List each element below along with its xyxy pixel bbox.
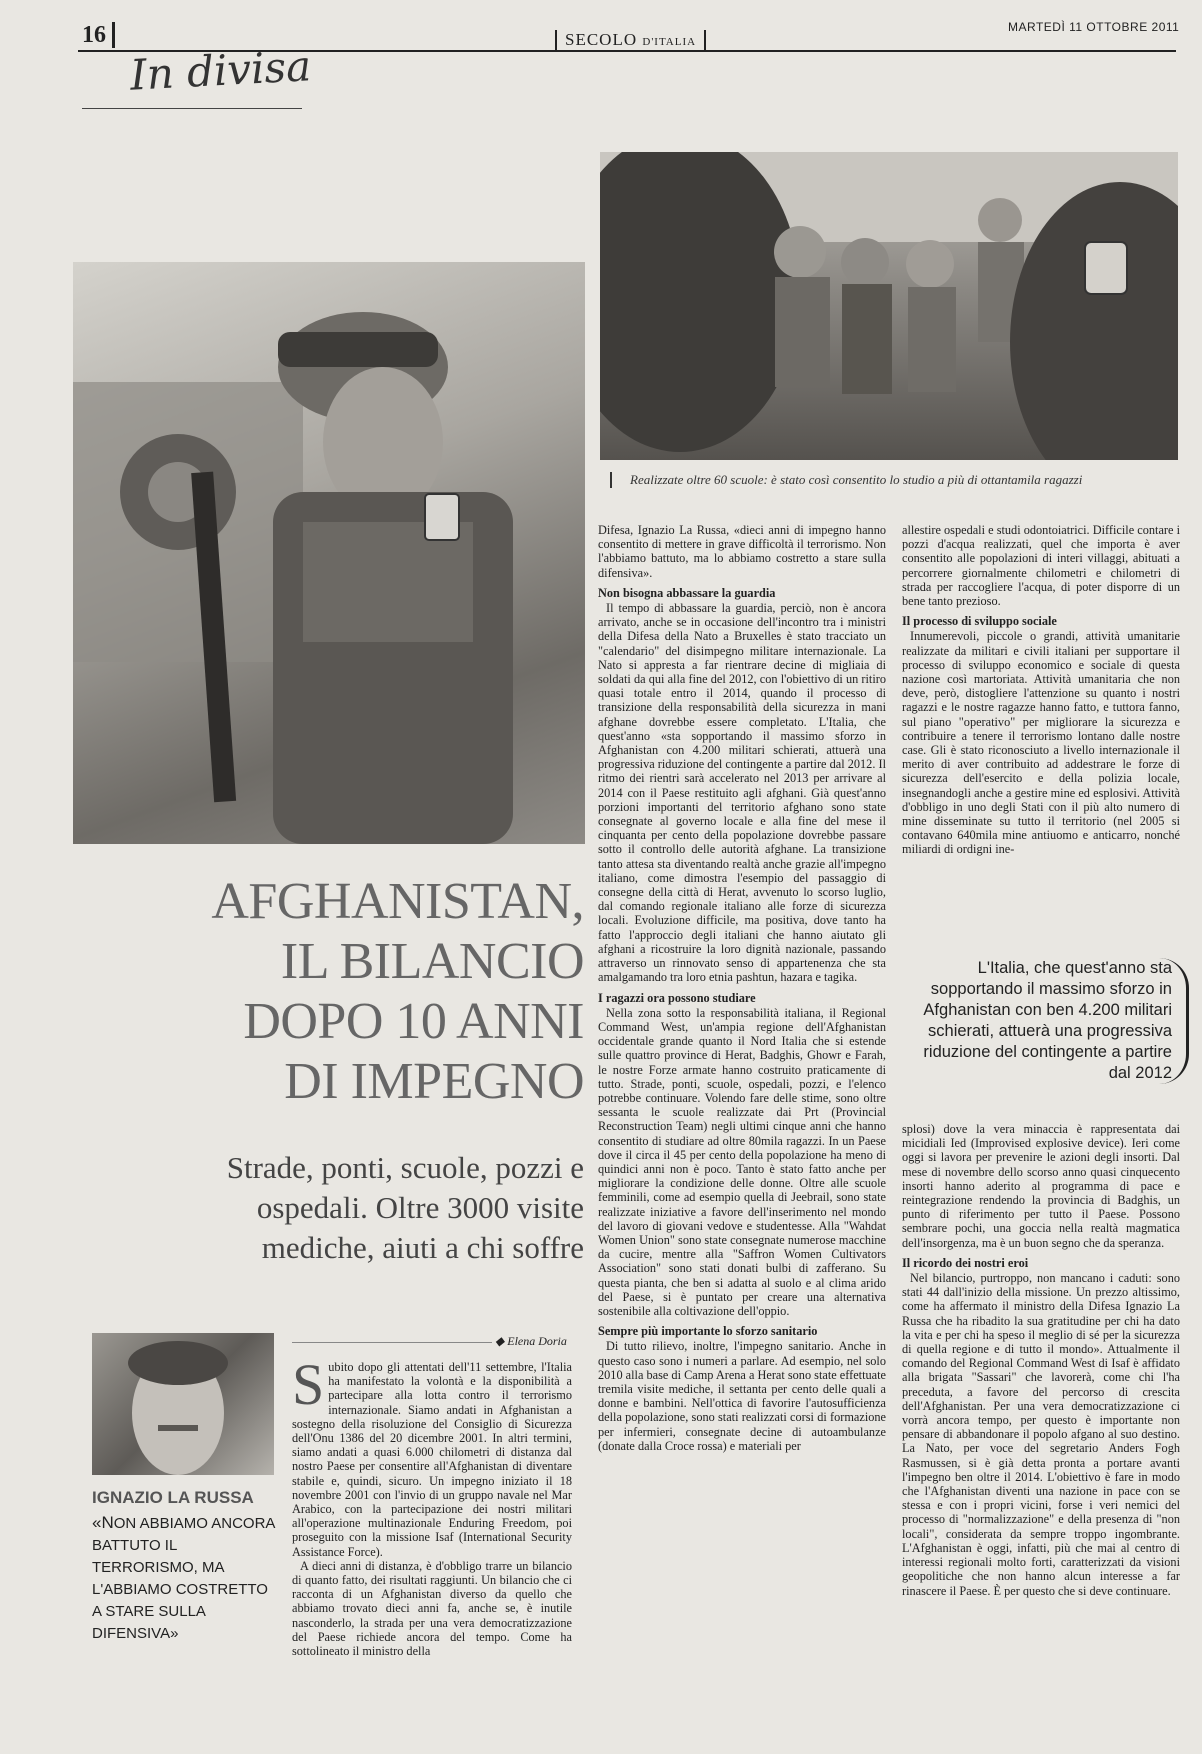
- pull-quote: L'Italia, che quest'anno sta sopportando il massimo sforzo in Afghanistan con ben 4.200 militari schierati, attuerà una progressiva riduzione del contingente a partire dal 2012: [900, 958, 1189, 1084]
- issue-date: MARTEDÌ 11 OTTOBRE 2011: [1008, 20, 1180, 34]
- paragraph: Di tutto rilievo, inoltre, l'impegno sanitario. Anche in questo caso sono i numeri a parlare. Ad esempio, nel solo 2010 alla base di Camp Arena a Herat sono state effettuate tremila visite mediche, il settanta per cento delle quali a donne e bambini. Nell'ottica di favorire l'autosufficienza della popolazione, sono stati realizzati corsi di formazione per infermieri, consegnate decine di autoambulanze (donate dalla Croce rossa) e materiali per: [598, 1339, 886, 1453]
- section-heading: Non bisogna abbassare la guardia: [598, 585, 776, 600]
- headline-line: IL BILANCIO: [280, 933, 584, 990]
- article-column-2: [598, 523, 886, 1453]
- sidebar-quote: [92, 1488, 278, 1645]
- headline-line: DOPO 10 ANNI: [243, 993, 584, 1050]
- paragraph: allestire ospedali e studi odontoiatrici. Difficile contare i pozzi d'acqua realizzati, quel che importa è aver consentito alle popolazioni di interi villaggi, abituati a percorrere giornalmente chilometri e chilometri di strada per raccogliere l'acqua, di poter disporre di un bene tanto prezioso.: [902, 523, 1180, 609]
- paragraph: A dieci anni di distanza, è d'obbligo trarre un bilancio di quanto fatto, dei risultati raggiunti. Un bilancio che ci racconta di un Afghanistan diverso da quello che abbiamo trovato dieci anni fa, anche se, è inutile nasconderlo, la strada per una vera democratizzazione del Paese richiede ancora del tempo. Come ha sottolineato il ministro della: [292, 1558, 572, 1659]
- paragraph: Difesa, Ignazio La Russa, «dieci anni di impegno hanno consentito di mettere in grave difficoltà il terrorismo. Non l'abbiamo battuto, ma lo abbiamo costretto a stare sulla difensiva».: [598, 523, 886, 580]
- paper-suffix: D'ITALIA: [642, 36, 697, 48]
- quoted-person-name: IGNAZIO LA RUSSA: [92, 1488, 254, 1507]
- byline: ◆ Elena Doria: [495, 1334, 567, 1348]
- page-number: 16: [82, 22, 115, 48]
- article-subheadline: Strade, ponti, scuole, pozzi e ospedali. Oltre 3000 visite mediche, aiuti a chi soffre: [226, 1150, 584, 1265]
- paragraph: Nella zona sotto la responsabilità italiana, il Regional Command West, un'ampia regione dell'Afghanistan occidentale grande quanto il Nord Italia che si estende sulle quattro province di Herat, Badghis, Ghowr e Farah, le nostre Forze armate hanno costruito praticamente di tutto. Strade, ponti, scuole, ospedali, pozzi, e l'elenco potrebbe continuare. Volendo fare delle stime, sono oltre sessanta le scuole realizzate dai Prt (Provincial Reconstruction Team) negli ultimi cinque anni che hanno consentito di studiare ad oltre 80mila ragazzi. In un Paese dove il circa il 45 per cento della popolazione ha meno di quindici anni non è poco. Tanto è stato fatto anche per migliorare la condizione delle donne. Oltre alle scuole femminili, come ad esempio quella di Jeebrail, sono state realizzate iniziative a favore dell'inserimento nel mondo del lavoro di giovani vedove e studentesse. Alla "Wahdat Women Union" sono state consegnate numerose macchine da cucire, mentre alla "Saffron Women Cultivators Association" sono stati donati bulbi di zafferano. Su questa pianta, che ben si adatta al suolo e al clima arido del Paese, si è puntato per creare una alternativa sostenibile alla coltivazione dell'oppio.: [598, 1005, 886, 1318]
- section-underline: [82, 108, 302, 109]
- portrait-illustration: [92, 1333, 274, 1475]
- article-column-1: [292, 1352, 572, 1659]
- article-column-3: [902, 523, 1180, 857]
- paragraph: Innumerevoli, piccole o grandi, attività umanitarie realizzate da militari e civili italiani per supportare il processo di sviluppo economico e sociale di questa nazione così martoriata. Attività umanitaria che non deve, però, distogliere l'attenzione su quanto i nostri ragazzi e le nostre ragazze hanno fatto, e tuttora fanno, sul piano "operativo" per migliorare la sicurezza e contribuire a tenere il terrorismo lontano dalle nostre case. Gli è stato riconosciuto a livello internazionale il merito di aver contribuito ad addestrare le forze di sicurezza dell'esercito e della polizia locale, insegnandogli anche a gestire mine ed esplosivi. Attività d'obbligo in uno degli Stati con il più alto numero di mine disseminate su tutto il territorio (nel 2005 si contavano 640mila mine antiuomo e anticarro, nonché miliardi di ordigni ine-: [902, 629, 1180, 857]
- portrait-photo: [92, 1333, 274, 1475]
- paragraph: Il tempo di abbassare la guardia, perciò, non è ancora arrivato, anche se in occasione dell'incontro tra i ministri della Difesa della Nato a Bruxelles è stato tracciato un "calendario" del disimpegno militare internazionale. La Nato si appresta a far rientrare decine di migliaia di soldati da qui alla fine del 2012, con l'obiettivo di un ritiro quasi totale entro il 2014, quando il processo di transizione della responsabilità della sicurezza in mani afghane dovrebbe essere completato. L'Italia, che quest'anno «sta sopportando il massimo sforzo in Afghanistan con 4.200 militari schierati, attuerà una progressiva riduzione del contingente a partire dal 2012. Il ritmo dei rientri sarà accelerato nel 2013 per arrivare al 2014 con il Paese restituito agli afghani. Già quest'anno porzioni importanti del territorio afghano sono state consegnate al governo locale e alla fine del mese il cinquanta per cento della popolazione dovrebbe passare sotto il controllo delle autorità afghane. La transizione tanto attesa sta diventando realtà anche grazie all'impegno italiano, come dimostra l'esempio del passaggio di consegne della città di Herat, avvenuto lo scorso luglio, dal comando regionale italiano alle forze di sicurezza locali. Evoluzione difficile, ma positiva, dove tanto ha fatto l'approccio degli italiani che hanno aiutato gli afghani a ricostruire la loro dignità nazionale, passando attraverso un rinnovato senso di appartenenza che sta amalgamando tra loro etnia pashtun, hazara e tagika.: [598, 601, 886, 985]
- section-heading: Il processo di sviluppo sociale: [902, 614, 1057, 629]
- soldier-photo: [73, 262, 585, 844]
- drop-cap: S: [292, 1352, 325, 1417]
- paper-masthead: [555, 30, 706, 52]
- children-photo: [600, 152, 1178, 460]
- article-headline: [140, 872, 584, 1112]
- author-name: Elena Doria: [507, 1334, 567, 1348]
- photo-caption: Realizzate oltre 60 scuole: è stato così consentito lo studio a più di ottantamila ragazzi: [610, 472, 1190, 488]
- paragraph: Nel bilancio, purtroppo, non mancano i caduti: sono stati 44 dall'inizio della missione. Un prezzo altissimo, come ha affermato il ministro della Difesa Ignazio La Russa che ha ribadito la sua gratitudine per chi ha dato la vita e per chi ha speso il meglio di sé per la sicurezza di quella regione e di tutto il mondo». Attualmente il comando del Regional Command West di Isaf è affidato alla brigata "Sassari" che lavorerà, come chi l'ha preceduta, a favore del percorso di crescita dell'Afghanistan. Per una vera democratizzazione ci vorrà ancora tempo, per questo è importante non pensare di abbandonare il popolo afgano al suo destino. La Nato, per voce del segretario Anders Fogh Rasmussen, si è già detta pronta a portare avanti l'impegno ben oltre il 2014. L'obiettivo è fare in modo che l'Afghanistan diventi una nazione in pace con se stessa e con i propri vicini, forse i veri nemici del processo di "normalizzazione" e della presenza di "non locali", considerata da sempre troppo ingombrante. L'Afghanistan è oggi, infatti, più che mai al centro di interessi regionali molto forti, caratterizzati da visioni geopolitiche che non hanno alcun interesse a far rinascere il Paese. È per questo che si deve continuare.: [902, 1271, 1180, 1598]
- section-heading: Sempre più importante lo sforzo sanitario: [598, 1324, 818, 1339]
- paragraph: ubito dopo gli attentati dell'11 settembre, l'Italia ha manifestato la volontà e la disponibilità a partecipare alla lotta contro il terrorismo internazionale. Siamo andati in Afghanistan a sostegno della risoluzione del Consiglio di Sicurezza dell'Onu 1386 del 20 dicembre 2001. In altri termini, siamo andati a quasi 6.000 chilometri di distanza dal nostro Paese per consentire all'Afghanistan di diventare stabile e, quindi, sicuro. Un impegno iniziato il 18 novembre 2001 con l'invio di un gruppo navale nel Mar Arabico, con la partecipazione dei nostri militari all'operazione multinazionale Enduring Freedom, poi proseguito con la missione Isaf (International Security Assistance Force).: [292, 1360, 572, 1559]
- article-column-3-lower: [902, 1122, 1180, 1598]
- byline-rule: [292, 1342, 492, 1343]
- section-title: In divisa: [128, 41, 313, 100]
- soldier-illustration: [73, 262, 585, 844]
- section-heading: Il ricordo dei nostri eroi: [902, 1255, 1029, 1270]
- children-illustration: [600, 152, 1178, 460]
- headline-line: DI IMPEGNO: [284, 1053, 584, 1110]
- paragraph: splosi) dove la vera minaccia è rappresentata dai micidiali Ied (Improvised explosive device). Ieri come oggi si lavora per prevenire le azioni degli insorti. Dal mese di novembre dello scorso anno quasi cinquecento insorti hanno aderito al programma di pace e reintegrazione rendendo la provincia di Badghis, un punto di riferimento per tutto il Paese. Possono sembrare pochi, una goccia nella realtà magmatica dell'insorgenza, ma è un buon segno che da speranza.: [902, 1122, 1180, 1250]
- headline-line: AFGHANISTAN,: [211, 873, 584, 930]
- paper-name: SECOLO: [565, 30, 638, 49]
- quoted-text: «NON ABBIAMO ANCORA BATTUTO IL TERRORISMO, MA L'ABBIAMO COSTRETTO A STARE SULLA DIFENSIVA»: [92, 1513, 275, 1642]
- section-heading: I ragazzi ora possono studiare: [598, 990, 756, 1005]
